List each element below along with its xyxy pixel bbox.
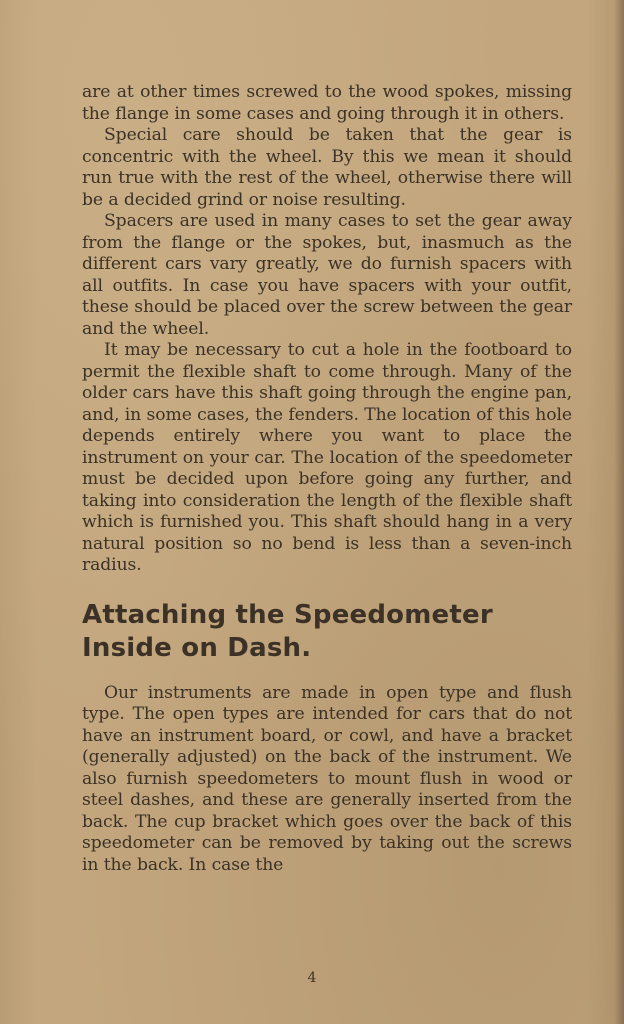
paragraph-spacers: Spacers are used in many cases to set the gear away from the flange or the spokes, but, inasmuch as the different cars vary greatly, we do furnish spacers with all outfits. In case you have spacers with your outfit, these should be placed over the screw between the gear and the wheel.	[82, 211, 572, 339]
paragraph-continuation: are at other times screwed to the wood spokes, missing the flange in some cases and going through it in others.	[82, 82, 572, 124]
paragraph-footboard-hole: It may be necessary to cut a hole in the footboard to permit the flexible shaft to come through. Many of the older cars have this shaft going through the engine pan, and, in some cases, the fenders. The location of this hole depends entirely where you want to place the instrument on your car. The location of the speedometer must be decided upon before going any further, and taking into consideration the length of the flexible shaft which is furnished you. This shaft should hang in a very natural position so no bend is less than a seven-inch radius.	[82, 340, 572, 575]
page-number: 4	[307, 970, 317, 986]
section-heading	[82, 599, 572, 665]
page-edge-shadow	[614, 0, 624, 1024]
paragraph-gear-concentric: Special care should be taken that the gear is concentric with the wheel. By this we mean it should run true with the rest of the wheel, otherwise there will be a decided grind or noise resulting.	[82, 125, 572, 210]
section-heading-line-1: Attaching the Speedometer	[82, 599, 493, 630]
page-body	[82, 82, 572, 876]
paragraph-instrument-types: Our instruments are made in open type and flush type. The open types are intended for cars that do not have an instrument board, or cowl, and have a bracket (generally adjusted) on the back of the instrument. We also furnish speedometers to mount flush in wood or steel dashes, and these are generally inserted from the back. The cup bracket which goes over the back of this speedometer can be removed by taking out the screws in the back. In case the	[82, 682, 572, 875]
section-heading-line-2: Inside on Dash.	[82, 632, 312, 663]
